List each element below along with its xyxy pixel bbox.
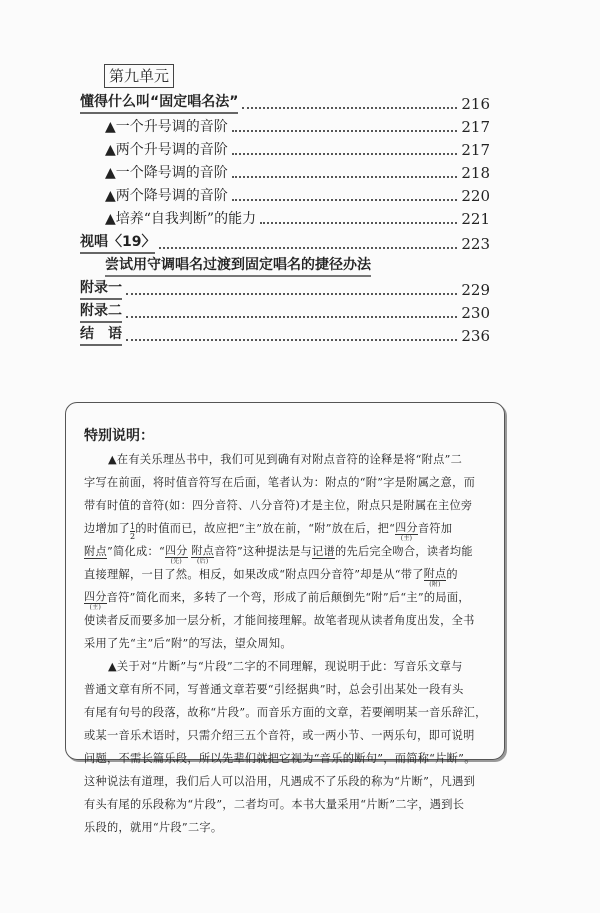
note-text: 问题，不需长篇乐段，所以先辈们就把它视为“音乐的断句”，而简称“片断”。 — [84, 752, 476, 765]
toc-entry[interactable] — [80, 278, 490, 300]
note-text: 的先后完全吻合，读者均能 — [334, 545, 473, 558]
note-line — [84, 793, 494, 816]
annotated-term-text: 四分 — [164, 544, 188, 557]
note-line — [84, 517, 494, 540]
leader-dots — [232, 153, 458, 155]
note-text: 有尾有句号的段落，故称“片段”。而音乐方面的文章，若要阐明某一音乐辞汇， — [84, 706, 487, 719]
note-title: 特别说明： — [84, 428, 154, 444]
note-line — [84, 540, 494, 563]
toc-entry[interactable] — [105, 207, 490, 229]
fraction-numerator: 1 — [129, 522, 136, 531]
fraction-denominator: 2 — [129, 532, 136, 541]
toc-subtitle: 尝试用守调唱名过渡到固定唱名的捷径办法 — [105, 255, 371, 277]
toc-entry[interactable] — [80, 232, 490, 254]
annotation-label: (主) — [400, 535, 413, 542]
leader-dots — [159, 247, 457, 249]
toc-entry-label: 视唱〈19〉 — [80, 232, 155, 254]
note-text: 音符加 — [417, 522, 453, 535]
toc-entry-label: ▲两个升号调的音阶 — [105, 142, 228, 158]
toc-entry-label: 附录一 — [80, 278, 122, 300]
note-text: 边增加了 — [84, 522, 130, 535]
leader-dots — [260, 222, 457, 224]
toc-page-number: 221 — [461, 210, 490, 228]
note-text: ”简化成：“ — [106, 545, 165, 558]
note-body — [84, 448, 494, 839]
note-line — [84, 655, 494, 678]
annotated-term-text: 附点 — [423, 567, 447, 580]
toc-entry-label: 附录二 — [80, 301, 122, 323]
note-line — [84, 701, 494, 724]
toc-page-number: 216 — [461, 95, 490, 113]
note-text: 附点 — [84, 545, 107, 558]
annotated-term-text: 四分 — [84, 590, 107, 603]
note-line — [84, 471, 494, 494]
note-text: 乐段的，就用“片段”二字。 — [84, 821, 223, 834]
note-text: 使读者反而要多加一层分析，才能间接理解。故笔者现从读者角度出发，全书 — [84, 614, 475, 627]
toc-entry-label: ▲两个降号调的音阶 — [105, 188, 228, 204]
toc-entry-label: 结 语 — [80, 324, 122, 346]
note-text: 音符”简化而来，多转了一个弯，形成了前后颠倒先“附”后“主”的局面， — [106, 591, 470, 604]
note-text: 直接理解，一目了然。相反，如果改成“附点四分音符”却是从“带了 — [84, 568, 424, 581]
toc-entry[interactable] — [105, 138, 490, 160]
unit-label: 第九单元 — [104, 64, 174, 88]
note-line — [84, 494, 494, 517]
toc-page-number: 223 — [461, 235, 490, 253]
toc-page-number: 230 — [461, 304, 490, 322]
note-line — [84, 724, 494, 747]
note-text: 记谱 — [311, 545, 335, 558]
note-line — [84, 609, 494, 632]
annotation-label: (先) — [170, 558, 183, 565]
note-line — [84, 632, 494, 655]
leader-dots — [232, 199, 458, 201]
annotation-label: (主) — [89, 604, 102, 611]
toc-entry[interactable] — [80, 92, 490, 114]
leader-dots — [126, 316, 457, 318]
note-text: 有头有尾的乐段称为“片段”，二者均可。本书大量采用“片断”二字，遇到长 — [84, 798, 465, 811]
toc-page-number: 217 — [461, 118, 490, 136]
toc-entry[interactable] — [80, 301, 490, 323]
toc-entry[interactable] — [105, 161, 490, 183]
toc-entry-label: ▲培养“自我判断”的能力 — [105, 211, 257, 227]
note-line — [84, 770, 494, 793]
note-line — [84, 563, 494, 586]
annotated-term-text: 附点 — [191, 544, 215, 557]
leader-dots — [232, 130, 458, 132]
toc-page-number: 217 — [461, 141, 490, 159]
note-text: 采用了先“主”后“附”的写法，望众周知。 — [84, 637, 292, 650]
note-line — [84, 586, 494, 609]
toc-page-number: 218 — [461, 164, 490, 182]
leader-dots — [232, 176, 458, 178]
note-text: 音符”这种提法是与 — [214, 545, 312, 558]
toc-entry[interactable] — [80, 324, 490, 346]
note-text: 字写在前面，将时值音符写在后面，笔者认为：附点的“附”字是附属之意，而 — [84, 476, 476, 489]
note-line — [84, 816, 494, 839]
note-text: 这种说法有道理，我们后人可以沿用，凡遇成不了乐段的称为“片断”，凡遇到 — [84, 775, 476, 788]
note-text: 的 — [446, 568, 458, 581]
toc-entry-label: ▲一个降号调的音阶 — [105, 165, 228, 181]
toc-page-number: 236 — [461, 327, 490, 345]
toc-page-number: 229 — [461, 281, 490, 299]
special-note-box — [65, 402, 505, 834]
note-text: 的时值而已，故应把“主”放在前，“附”放在后，把“ — [135, 522, 396, 535]
note-text: ▲关于对“片断”与“片段”二字的不同理解，现说明于此：写音乐文章与 — [108, 660, 463, 673]
toc-entry[interactable] — [105, 115, 490, 137]
toc-entry-label: 懂得什么叫“固定唱名法” — [80, 92, 238, 114]
leader-dots — [126, 339, 457, 341]
leader-dots — [242, 107, 457, 109]
note-line — [84, 448, 494, 471]
annotation-label: (后) — [196, 558, 209, 565]
leader-dots — [126, 293, 457, 295]
note-line — [84, 747, 494, 770]
toc-page-number: 220 — [461, 187, 490, 205]
annotated-term-text: 四分 — [395, 521, 418, 534]
note-text: ▲在有关乐理丛书中，我们可见到确有对附点音符的诠释是将“附点”二 — [108, 453, 463, 466]
toc-entry[interactable] — [105, 184, 490, 206]
toc-entry-label: ▲一个升号调的音阶 — [105, 119, 228, 135]
note-text: 带有时值的音符(如：四分音符、八分音符)才是主位，附点只是附属在主位旁 — [84, 499, 473, 512]
annotation-label: (附) — [429, 581, 441, 588]
note-line — [84, 678, 494, 701]
note-text: 普通文章有所不同，写普通文章若要“引经据典”时，总会引出某处一段有头 — [84, 683, 464, 696]
note-text: 或某一音乐术语时，只需介绍三五个音符，或一两小节、一两乐句，即可说明 — [84, 729, 475, 742]
